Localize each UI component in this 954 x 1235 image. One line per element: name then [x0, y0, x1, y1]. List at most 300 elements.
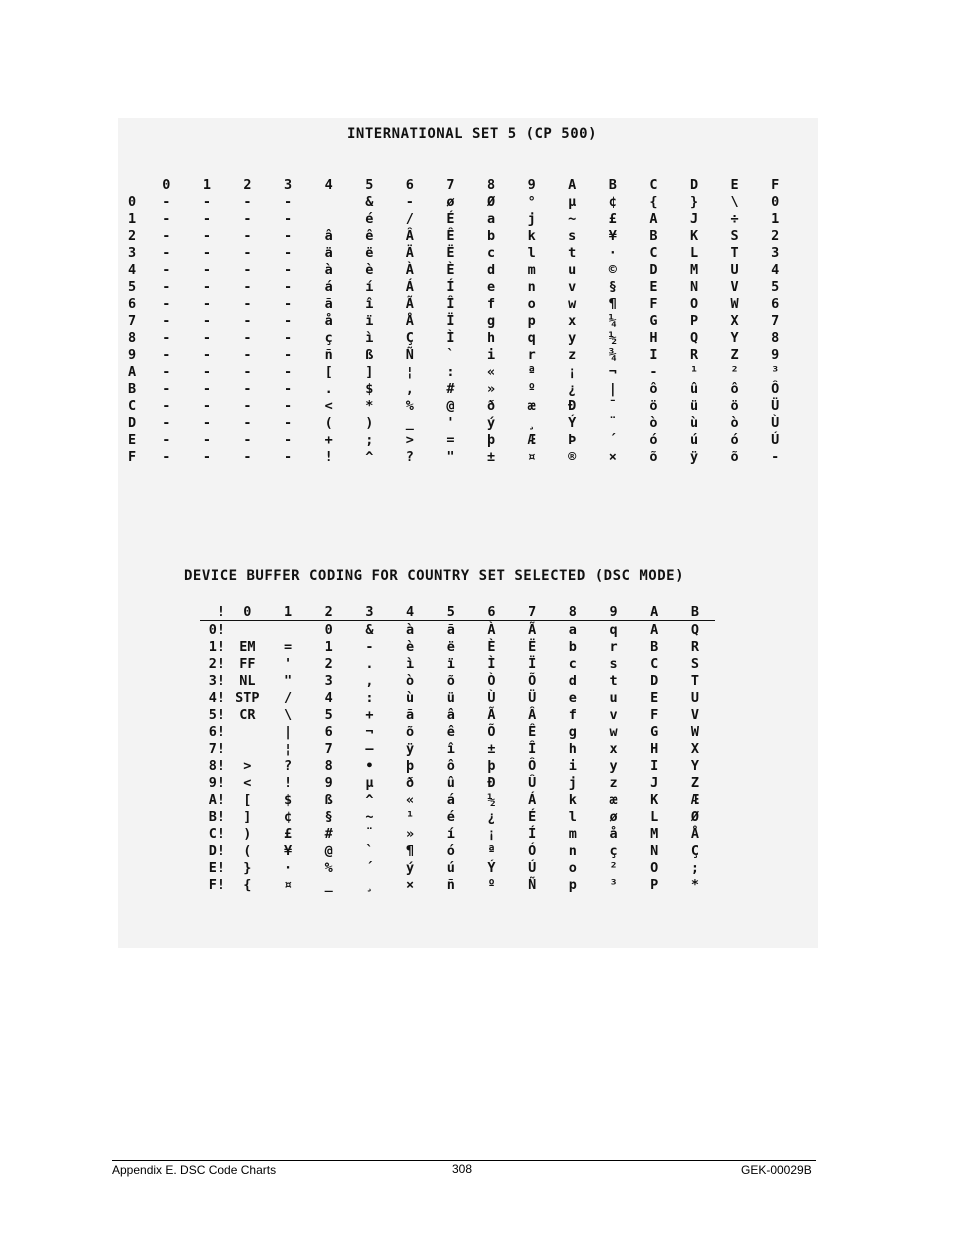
code-cell: D: [649, 261, 658, 278]
code-cell: 9: [324, 774, 333, 791]
code-cell: ß: [324, 791, 333, 808]
code-cell: \: [283, 706, 293, 723]
code-cell: C: [649, 244, 658, 261]
column-header: 1: [202, 176, 211, 193]
code-cell: O: [650, 859, 659, 876]
code-cell: d: [568, 672, 577, 689]
code-cell: §: [324, 808, 333, 825]
code-cell: B: [650, 638, 659, 655]
table-row: [128, 261, 796, 278]
code-cell: þ: [406, 757, 415, 774]
code-cell: W: [690, 723, 699, 740]
code-cell: ý: [486, 414, 496, 431]
code-cell: 7: [324, 740, 333, 757]
code-cell: C: [650, 655, 659, 672]
row-header: E!: [208, 859, 225, 876]
code-cell: .: [324, 380, 333, 397]
table-row: [200, 791, 715, 808]
code-cell: µ: [568, 193, 577, 210]
code-cell: o: [527, 295, 536, 312]
code-cell: M: [689, 261, 699, 278]
code-cell: ó: [730, 431, 739, 448]
code-cell: 3: [324, 672, 333, 689]
table-row: [200, 672, 715, 689]
code-cell: u: [609, 689, 618, 706]
row-header: 7: [128, 312, 137, 329]
code-cell: õ: [406, 723, 415, 740]
code-cell: -: [243, 261, 252, 278]
code-cell: ?: [405, 448, 414, 465]
code-cell: Ã: [487, 706, 496, 723]
code-cell: ø: [446, 193, 455, 210]
code-cell: K: [650, 791, 659, 808]
code-cell: ö: [730, 397, 739, 414]
code-cell: w: [609, 723, 618, 740]
code-cell: [227, 740, 268, 757]
code-cell: n: [568, 842, 577, 859]
code-cell: ä: [324, 244, 333, 261]
code-cell: õ: [730, 448, 739, 465]
code-cell: Ú: [528, 859, 537, 876]
code-cell: §: [608, 278, 617, 295]
code-cell: ú: [689, 431, 699, 448]
code-cell: u: [568, 261, 577, 278]
code-cell: ò: [730, 414, 739, 431]
code-cell: -: [202, 346, 211, 363]
code-cell: #: [446, 380, 455, 397]
code-cell: {: [649, 193, 658, 210]
column-header: 2: [243, 176, 252, 193]
code-cell: A: [649, 210, 658, 227]
column-header: B: [675, 603, 716, 621]
code-cell: é: [365, 210, 374, 227]
table-row: [200, 825, 715, 842]
code-cell: d: [486, 261, 496, 278]
table-row: [200, 808, 715, 825]
code-cell: ×: [608, 448, 617, 465]
code-cell: ): [243, 825, 252, 842]
code-cell: -: [202, 431, 211, 448]
row-header: 1: [128, 210, 137, 227]
code-cell: è: [365, 261, 374, 278]
table-row: [200, 655, 715, 672]
code-cell: Å: [690, 825, 699, 842]
code-cell: Þ: [568, 431, 577, 448]
code-cell: -: [162, 295, 171, 312]
code-cell: z: [609, 774, 618, 791]
code-cell: -: [405, 193, 414, 210]
code-cell: 2: [771, 227, 780, 244]
code-cell: ý: [406, 859, 415, 876]
column-header: 0: [227, 603, 268, 621]
code-cell: ·: [608, 244, 617, 261]
code-cell: ñ: [324, 346, 333, 363]
row-header: 9: [128, 346, 137, 363]
row-header: 6!: [208, 723, 225, 740]
table-row: [200, 621, 715, 639]
code-cell: ¹: [406, 808, 415, 825]
code-cell: Å: [405, 312, 414, 329]
code-cell: -: [162, 448, 171, 465]
code-cell: L: [689, 244, 699, 261]
table-row: [128, 380, 796, 397]
code-cell: |: [283, 723, 293, 740]
code-cell: EM: [239, 638, 256, 655]
row-header: 8!: [208, 757, 225, 774]
code-cell: é: [446, 808, 455, 825]
code-cell: -: [243, 346, 252, 363]
code-cell: ¹: [689, 363, 699, 380]
code-cell: ;: [365, 431, 374, 448]
row-header: B: [128, 380, 137, 397]
code-cell: 9: [771, 346, 780, 363]
column-header: 9: [593, 603, 634, 621]
code-cell: Ê: [446, 227, 455, 244]
code-cell: X: [730, 312, 739, 329]
code-cell: -: [243, 397, 252, 414]
code-cell: ]: [365, 363, 374, 380]
code-cell: *: [690, 876, 699, 893]
row-header: 0!: [208, 621, 225, 638]
code-cell: ¦: [405, 363, 414, 380]
code-cell: 0: [324, 621, 333, 638]
code-cell: I: [650, 757, 659, 774]
code-cell: -: [243, 380, 252, 397]
code-cell: -: [284, 448, 293, 465]
code-cell: e: [486, 278, 496, 295]
code-cell: ": [446, 448, 455, 465]
code-cell: [: [243, 791, 252, 808]
dsc-mode-table: [200, 603, 715, 893]
code-cell: ³: [771, 363, 780, 380]
code-cell: ,: [405, 380, 414, 397]
code-cell: [227, 723, 268, 740]
code-cell: Ø: [690, 808, 699, 825]
code-cell: H: [650, 740, 659, 757]
code-cell: S: [730, 227, 739, 244]
code-cell: t: [568, 244, 577, 261]
row-header: 0: [128, 193, 137, 210]
code-cell: £: [283, 825, 293, 842]
code-cell: M: [650, 825, 659, 842]
table-row: [128, 414, 796, 431]
code-cell: f: [568, 706, 577, 723]
code-cell: 5: [324, 706, 333, 723]
code-cell: h: [486, 329, 496, 346]
column-header: E: [730, 176, 739, 193]
code-cell: å: [324, 312, 333, 329]
code-cell: N: [689, 278, 699, 295]
code-cell: (: [243, 842, 252, 859]
code-cell: Æ: [527, 431, 536, 448]
code-cell: Á: [405, 278, 414, 295]
row-header: A: [128, 363, 137, 380]
code-cell: Ï: [528, 655, 537, 672]
code-cell: CR: [239, 706, 256, 723]
code-cell: Æ: [690, 791, 699, 808]
code-cell: Ô: [771, 380, 780, 397]
code-cell: -: [284, 278, 293, 295]
code-cell: Ã: [405, 295, 414, 312]
table-row: [200, 876, 715, 893]
code-cell: £: [608, 210, 617, 227]
code-cell: «: [486, 363, 496, 380]
column-header: 6: [471, 603, 512, 621]
code-cell: ¾: [608, 346, 617, 363]
code-cell: ò: [406, 672, 415, 689]
code-cell: 1: [771, 210, 780, 227]
column-header: A: [568, 176, 577, 193]
code-cell: -: [649, 363, 658, 380]
row-header: 9!: [208, 774, 225, 791]
code-cell: É: [446, 210, 455, 227]
code-cell: Õ: [487, 723, 496, 740]
code-cell: Í: [528, 825, 537, 842]
table-row: [200, 842, 715, 859]
code-cell: s: [568, 227, 577, 244]
code-cell: ç: [609, 842, 618, 859]
code-cell: º: [527, 380, 536, 397]
code-cell: ¶: [406, 842, 415, 859]
code-cell: V: [730, 278, 739, 295]
column-header: 4: [324, 176, 333, 193]
code-cell: ´: [365, 859, 374, 876]
code-cell: -: [162, 363, 171, 380]
code-cell: æ: [527, 397, 536, 414]
column-header: 9: [527, 176, 536, 193]
code-cell: -: [243, 312, 252, 329]
code-cell: É: [528, 808, 537, 825]
code-cell: /: [283, 689, 293, 706]
table-row: [200, 706, 715, 723]
code-cell: -: [162, 414, 171, 431]
code-cell: Ã: [528, 621, 537, 638]
code-cell: R: [690, 638, 699, 655]
code-cell: ã: [446, 621, 455, 638]
code-cell: -: [243, 414, 252, 431]
code-cell: ²: [609, 859, 618, 876]
code-cell: f: [486, 295, 496, 312]
table-row: [200, 638, 715, 655]
code-cell: à: [324, 261, 333, 278]
code-cell: -: [284, 397, 293, 414]
code-cell: Z: [690, 774, 699, 791]
code-cell: ù: [406, 689, 415, 706]
code-cell: z: [568, 346, 577, 363]
column-header-row: [200, 603, 715, 621]
code-cell: ): [365, 414, 374, 431]
code-cell: Â: [405, 227, 414, 244]
row-header: 4: [128, 261, 137, 278]
table-row: [128, 244, 796, 261]
code-cell: ü: [689, 397, 699, 414]
code-cell: -: [162, 227, 171, 244]
code-cell: e: [568, 689, 577, 706]
code-cell: Ì: [446, 329, 455, 346]
code-cell: a: [486, 210, 496, 227]
code-cell: 2: [324, 655, 333, 672]
code-cell: -: [771, 448, 780, 465]
code-cell: ë: [446, 638, 455, 655]
code-cell: g: [568, 723, 577, 740]
code-cell: Ç: [405, 329, 414, 346]
code-cell: »: [406, 825, 415, 842]
code-cell: y: [609, 757, 618, 774]
code-cell: B: [649, 227, 658, 244]
code-cell: û: [689, 380, 699, 397]
column-header: D: [689, 176, 699, 193]
code-cell: ~: [365, 808, 374, 825]
code-cell: 7: [771, 312, 780, 329]
code-cell: !: [324, 448, 333, 465]
code-cell: È: [446, 261, 455, 278]
code-cell: å: [609, 825, 618, 842]
code-cell: -: [284, 431, 293, 448]
code-cell: ®: [568, 448, 577, 465]
code-cell: ê: [446, 723, 455, 740]
code-cell: ò: [649, 414, 658, 431]
code-cell: v: [568, 278, 577, 295]
code-cell: P: [689, 312, 699, 329]
code-cell: S: [690, 655, 699, 672]
code-cell: _: [405, 414, 414, 431]
code-cell: |: [608, 380, 617, 397]
code-cell: ¤: [283, 876, 293, 893]
row-header: A!: [208, 791, 225, 808]
code-cell: ï: [365, 312, 374, 329]
code-cell: NL: [239, 672, 256, 689]
code-cell: Ë: [446, 244, 455, 261]
table-row: [128, 278, 796, 295]
section1-title: INTERNATIONAL SET 5 (CP 500): [347, 126, 598, 142]
code-cell: Ñ: [528, 876, 537, 893]
code-cell: -: [243, 278, 252, 295]
code-cell: ì: [365, 329, 374, 346]
code-cell: n: [527, 278, 536, 295]
code-cell: (: [324, 414, 333, 431]
code-cell: s: [609, 655, 618, 672]
code-cell: Ù: [771, 414, 780, 431]
code-cell: ~: [568, 210, 577, 227]
code-cell: T: [730, 244, 739, 261]
cp500-table: [128, 176, 796, 465]
code-cell: U: [690, 689, 699, 706]
code-cell: ½: [487, 791, 496, 808]
table-row: [200, 689, 715, 706]
code-cell: ^: [365, 448, 374, 465]
code-cell: -: [284, 414, 293, 431]
code-cell: \: [730, 193, 739, 210]
code-cell: i: [568, 757, 577, 774]
code-cell: r: [609, 638, 618, 655]
row-header: D: [128, 414, 137, 431]
code-cell: :: [446, 363, 455, 380]
code-cell: r: [527, 346, 536, 363]
code-cell: [308, 193, 349, 210]
code-cell: Á: [528, 791, 537, 808]
code-cell: ¬: [365, 723, 374, 740]
code-cell: i: [486, 346, 496, 363]
code-cell: Ð: [487, 774, 496, 791]
code-cell: ã: [324, 295, 333, 312]
code-cell: Ù: [487, 689, 496, 706]
code-cell: @: [446, 397, 455, 414]
table-row: [128, 431, 796, 448]
code-cell: -: [284, 380, 293, 397]
code-cell: I: [649, 346, 658, 363]
code-cell: º: [487, 876, 496, 893]
code-cell: %: [405, 397, 414, 414]
row-header: 5: [128, 278, 137, 295]
code-cell: -: [243, 448, 252, 465]
code-cell: H: [649, 329, 658, 346]
code-cell: -: [243, 295, 252, 312]
code-cell: 4: [324, 689, 333, 706]
code-cell: Y: [730, 329, 739, 346]
code-cell: -: [202, 380, 211, 397]
code-cell: ´: [608, 431, 617, 448]
code-cell: Ç: [690, 842, 699, 859]
code-cell: ¨: [608, 414, 617, 431]
code-cell: k: [527, 227, 536, 244]
code-cell: ü: [446, 689, 455, 706]
code-cell: ,: [365, 672, 374, 689]
corner-cell: [128, 176, 146, 193]
code-cell: È: [487, 638, 496, 655]
code-cell: ¤: [527, 448, 536, 465]
code-cell: p: [527, 312, 536, 329]
code-cell: ]: [243, 808, 252, 825]
code-cell: p: [568, 876, 577, 893]
column-header-row: [128, 176, 796, 193]
code-cell: þ: [487, 757, 496, 774]
column-header: 0: [162, 176, 171, 193]
code-cell: -: [202, 261, 211, 278]
column-header: !: [200, 603, 227, 621]
code-cell: 0: [771, 193, 780, 210]
code-cell: !: [283, 774, 293, 791]
table-row: [200, 740, 715, 757]
code-cell: ¸: [527, 414, 536, 431]
code-cell: K: [689, 227, 699, 244]
code-cell: j: [568, 774, 577, 791]
code-cell: Q: [690, 621, 699, 638]
code-cell: [308, 210, 349, 227]
code-cell: b: [486, 227, 496, 244]
code-cell: G: [649, 312, 658, 329]
code-cell: Î: [528, 740, 537, 757]
code-cell: -: [284, 210, 293, 227]
code-cell: -: [202, 414, 211, 431]
code-cell: -: [202, 210, 211, 227]
code-cell: -: [202, 295, 211, 312]
code-cell: [: [324, 363, 333, 380]
code-cell: Ñ: [405, 346, 414, 363]
code-cell: }: [689, 193, 699, 210]
column-header: 3: [349, 603, 390, 621]
code-cell: [268, 621, 309, 639]
code-cell: >: [405, 431, 414, 448]
code-cell: %: [324, 859, 333, 876]
code-cell: X: [690, 740, 699, 757]
code-cell: t: [609, 672, 618, 689]
code-cell: ³: [609, 876, 618, 893]
code-cell: W: [730, 295, 739, 312]
code-cell: 1: [324, 638, 333, 655]
code-cell: g: [486, 312, 496, 329]
code-cell: è: [406, 638, 415, 655]
column-header: 6: [405, 176, 414, 193]
